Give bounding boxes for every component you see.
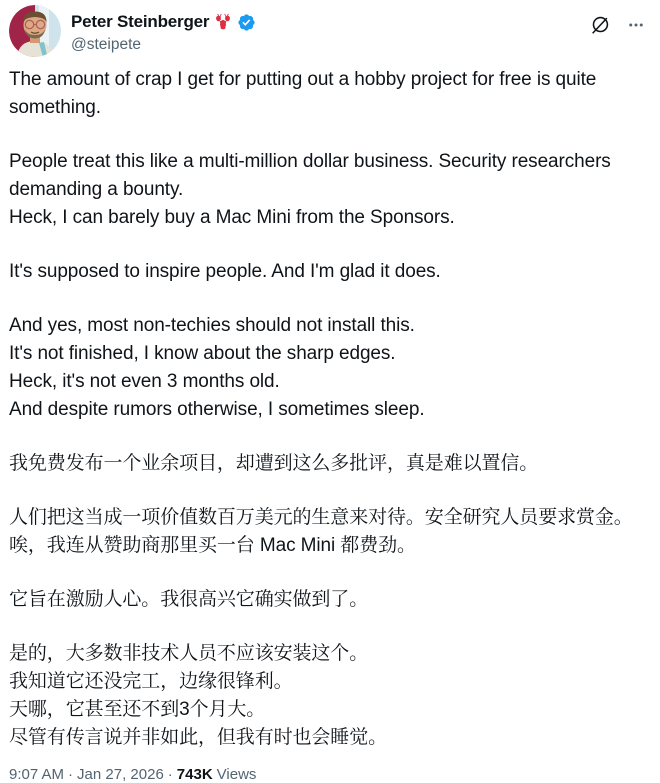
tweet-line: 唉，我连从赞助商那里买一台 Mac Mini 都费劲。: [9, 535, 416, 556]
tweet-line: It's not finished, I know about the sharp edges.: [9, 343, 396, 364]
verified-badge-icon: [237, 13, 256, 32]
meta-separator: ·: [68, 766, 74, 783]
grok-icon: [589, 14, 611, 36]
tweet-line: The amount of crap I get for putting out a hobby project for free is quite: [9, 69, 597, 90]
tweet-line: 它旨在激励人心。我很高兴它确实做到了。: [9, 589, 369, 610]
tweet-paragraph: [9, 148, 647, 232]
tweet-paragraph: [9, 312, 647, 424]
post-meta: [9, 765, 647, 783]
post-header: [9, 5, 647, 57]
meta-separator: ·: [167, 766, 173, 783]
tweet-line: 天哪，它甚至还不到3个月大。: [9, 699, 266, 720]
more-icon: [627, 16, 645, 34]
tweet-paragraph: [9, 450, 647, 478]
tweet-line: 是的，大多数非技术人员不应该安装这个。: [9, 643, 369, 664]
tweet-line: And yes, most non-techies should not install this.: [9, 315, 415, 336]
grok-button[interactable]: [589, 14, 611, 36]
lobster-emoji: [214, 13, 232, 31]
tweet-paragraph: [9, 258, 647, 286]
tweet-paragraph: [9, 586, 647, 614]
user-handle[interactable]: @steipete: [71, 36, 142, 53]
tweet-line: 我知道它还没完工，边缘很锋利。: [9, 671, 293, 692]
tweet-paragraph: [9, 504, 647, 560]
display-name[interactable]: Peter Steinberger: [71, 12, 210, 31]
avatar-image: [9, 5, 61, 57]
tweet-line: And despite rumors otherwise, I sometimes sleep.: [9, 399, 425, 420]
post-time: 9:07 AM: [9, 766, 65, 783]
user-identity: [71, 5, 256, 54]
more-button[interactable]: [627, 16, 645, 34]
header-actions: [589, 5, 647, 36]
tweet-line: something.: [9, 97, 101, 118]
avatar[interactable]: [9, 5, 61, 57]
tweet-line: demanding a bounty.: [9, 179, 184, 200]
tweet-line: People treat this like a multi-million dollar business. Security researchers: [9, 151, 611, 172]
tweet-line: 尽管有传言说并非如此，但我有时也会睡觉。: [9, 727, 388, 748]
tweet-line: Heck, it's not even 3 months old.: [9, 371, 280, 392]
tweet-text: [9, 66, 647, 752]
views-count: 743K: [176, 766, 213, 783]
tweet-line: Heck, I can barely buy a Mac Mini from the Sponsors.: [9, 207, 455, 228]
tweet-paragraph: [9, 66, 647, 122]
post-date: Jan 27, 2026: [77, 766, 164, 783]
tweet-line: 我免费发布一个业余项目，却遭到这么多批评，真是难以置信。: [9, 453, 539, 474]
tweet-line: It's supposed to inspire people. And I'm glad it does.: [9, 261, 441, 282]
name-row: [71, 12, 256, 32]
tweet-paragraph: [9, 640, 647, 752]
tweet-line: 人们把这当成一项价值数百万美元的生意来对待。安全研究人员要求赏金。: [9, 507, 633, 528]
views-label: Views: [216, 766, 257, 783]
